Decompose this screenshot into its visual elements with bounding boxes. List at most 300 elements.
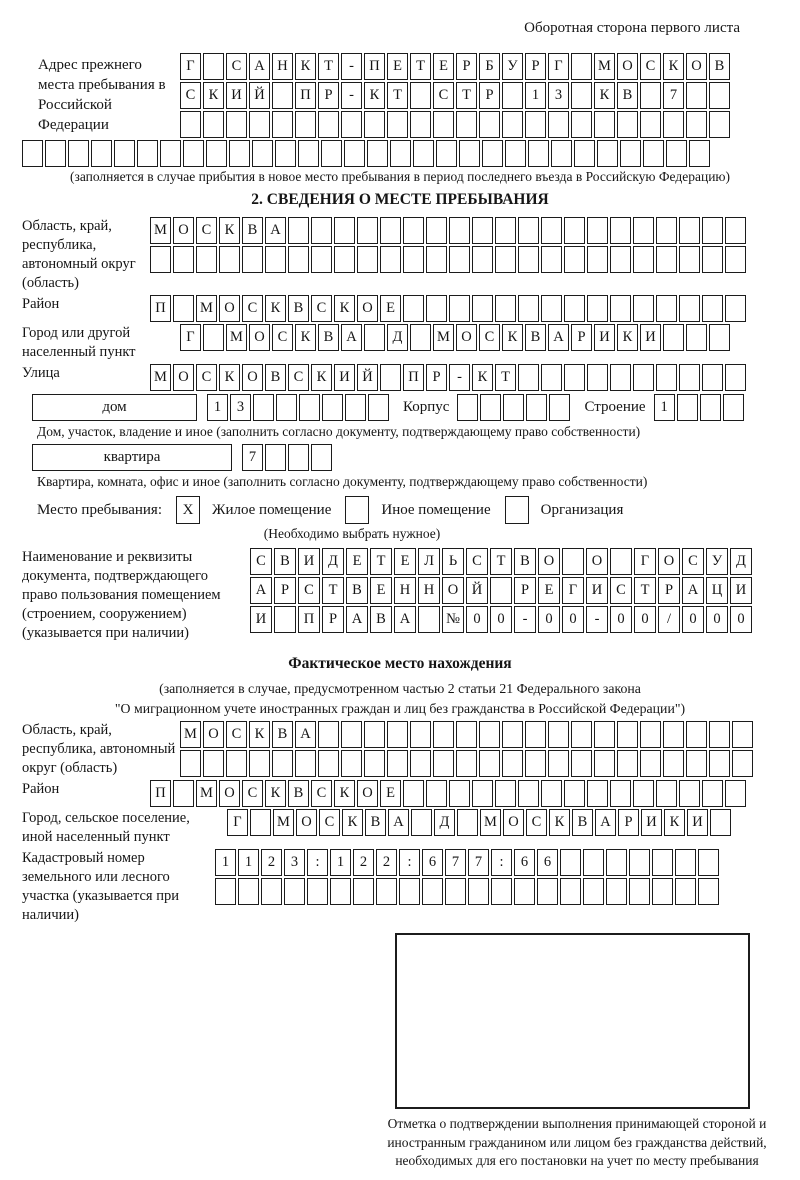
char-cell[interactable]: 6	[422, 849, 443, 876]
char-cell[interactable]	[472, 780, 493, 807]
char-cell[interactable]	[686, 324, 707, 351]
char-cell[interactable]	[433, 111, 454, 138]
char-cell[interactable]: Т	[410, 53, 431, 80]
char-cell[interactable]: М	[226, 324, 247, 351]
char-cell[interactable]	[709, 111, 730, 138]
char-cell[interactable]	[364, 750, 385, 777]
char-cell[interactable]	[725, 780, 746, 807]
char-cell[interactable]	[344, 140, 365, 167]
char-cell[interactable]: Е	[346, 548, 368, 575]
char-cell[interactable]	[640, 111, 661, 138]
char-cell[interactable]: 0	[490, 606, 512, 633]
char-cell[interactable]	[640, 750, 661, 777]
char-cell[interactable]	[449, 295, 470, 322]
char-cell[interactable]: К	[594, 82, 615, 109]
char-cell[interactable]	[548, 111, 569, 138]
char-cell[interactable]: 0	[610, 606, 632, 633]
char-cell[interactable]	[206, 140, 227, 167]
char-cell[interactable]	[679, 780, 700, 807]
char-cell[interactable]	[541, 780, 562, 807]
char-cell[interactable]	[587, 217, 608, 244]
char-cell[interactable]	[250, 809, 271, 836]
char-cell[interactable]	[380, 246, 401, 273]
char-cell[interactable]	[364, 721, 385, 748]
char-cell[interactable]: Д	[387, 324, 408, 351]
char-cell[interactable]: С	[226, 721, 247, 748]
char-cell[interactable]: В	[370, 606, 392, 633]
char-cell[interactable]	[449, 217, 470, 244]
char-cell[interactable]: О	[586, 548, 608, 575]
char-cell[interactable]: С	[180, 82, 201, 109]
char-cell[interactable]: Е	[380, 295, 401, 322]
char-cell[interactable]	[387, 721, 408, 748]
char-cell[interactable]: 6	[514, 849, 535, 876]
char-cell[interactable]	[215, 878, 236, 905]
char-cell[interactable]: К	[617, 324, 638, 351]
char-cell[interactable]	[183, 140, 204, 167]
char-cell[interactable]	[433, 750, 454, 777]
char-cell[interactable]: 0	[706, 606, 728, 633]
char-cell[interactable]: М	[594, 53, 615, 80]
char-cell[interactable]	[610, 364, 631, 391]
char-cell[interactable]	[549, 394, 570, 421]
char-cell[interactable]: В	[617, 82, 638, 109]
char-cell[interactable]: Ь	[442, 548, 464, 575]
char-cell[interactable]: М	[150, 217, 171, 244]
char-cell[interactable]	[311, 444, 332, 471]
char-cell[interactable]: К	[342, 809, 363, 836]
char-cell[interactable]: К	[295, 324, 316, 351]
char-cell[interactable]	[610, 295, 631, 322]
char-cell[interactable]: А	[595, 809, 616, 836]
char-cell[interactable]	[387, 750, 408, 777]
char-cell[interactable]: -	[449, 364, 470, 391]
char-cell[interactable]	[610, 548, 632, 575]
char-cell[interactable]: 1	[215, 849, 236, 876]
char-cell[interactable]	[679, 295, 700, 322]
char-cell[interactable]	[272, 82, 293, 109]
char-cell[interactable]	[571, 111, 592, 138]
char-cell[interactable]: Е	[394, 548, 416, 575]
char-cell[interactable]: В	[288, 780, 309, 807]
char-cell[interactable]	[307, 878, 328, 905]
char-cell[interactable]: -	[341, 82, 362, 109]
char-cell[interactable]: В	[265, 364, 286, 391]
char-cell[interactable]: К	[203, 82, 224, 109]
char-cell[interactable]	[490, 577, 512, 604]
char-cell[interactable]: А	[388, 809, 409, 836]
char-cell[interactable]: П	[298, 606, 320, 633]
char-cell[interactable]: Р	[318, 82, 339, 109]
char-cell[interactable]: Д	[434, 809, 455, 836]
char-cell[interactable]	[679, 364, 700, 391]
char-cell[interactable]	[322, 394, 343, 421]
char-cell[interactable]	[518, 217, 539, 244]
char-cell[interactable]	[562, 548, 584, 575]
char-cell[interactable]	[663, 721, 684, 748]
char-cell[interactable]	[436, 140, 457, 167]
char-cell[interactable]: О	[357, 780, 378, 807]
char-cell[interactable]	[617, 111, 638, 138]
char-cell[interactable]: В	[274, 548, 296, 575]
char-cell[interactable]	[689, 140, 710, 167]
char-cell[interactable]: И	[687, 809, 708, 836]
char-cell[interactable]: Й	[466, 577, 488, 604]
char-cell[interactable]	[288, 246, 309, 273]
char-cell[interactable]	[173, 780, 194, 807]
char-cell[interactable]	[502, 721, 523, 748]
char-cell[interactable]	[526, 394, 547, 421]
char-cell[interactable]: Р	[571, 324, 592, 351]
char-cell[interactable]	[677, 394, 698, 421]
char-cell[interactable]	[732, 721, 753, 748]
char-cell[interactable]	[723, 394, 744, 421]
char-cell[interactable]	[525, 721, 546, 748]
char-cell[interactable]: В	[514, 548, 536, 575]
char-cell[interactable]	[403, 217, 424, 244]
char-cell[interactable]	[410, 111, 431, 138]
char-cell[interactable]	[411, 809, 432, 836]
char-cell[interactable]: Й	[357, 364, 378, 391]
char-cell[interactable]: К	[265, 295, 286, 322]
char-cell[interactable]	[137, 140, 158, 167]
char-cell[interactable]: С	[319, 809, 340, 836]
organization-checkbox[interactable]	[505, 496, 529, 524]
char-cell[interactable]	[410, 721, 431, 748]
char-cell[interactable]: 1	[238, 849, 259, 876]
char-cell[interactable]	[457, 394, 478, 421]
char-cell[interactable]: Р	[658, 577, 680, 604]
char-cell[interactable]: П	[150, 780, 171, 807]
char-cell[interactable]: В	[365, 809, 386, 836]
char-cell[interactable]: М	[196, 295, 217, 322]
other-premises-checkbox[interactable]	[345, 496, 369, 524]
char-cell[interactable]	[732, 750, 753, 777]
char-cell[interactable]	[606, 849, 627, 876]
char-cell[interactable]: О	[617, 53, 638, 80]
char-cell[interactable]	[318, 750, 339, 777]
char-cell[interactable]	[368, 394, 389, 421]
char-cell[interactable]	[253, 394, 274, 421]
char-cell[interactable]: И	[298, 548, 320, 575]
char-cell[interactable]	[249, 111, 270, 138]
char-cell[interactable]	[560, 849, 581, 876]
char-cell[interactable]: И	[226, 82, 247, 109]
char-cell[interactable]	[299, 394, 320, 421]
char-cell[interactable]	[594, 750, 615, 777]
char-cell[interactable]	[610, 780, 631, 807]
char-cell[interactable]	[456, 721, 477, 748]
char-cell[interactable]	[610, 246, 631, 273]
char-cell[interactable]	[479, 721, 500, 748]
char-cell[interactable]: У	[706, 548, 728, 575]
char-cell[interactable]: Ц	[706, 577, 728, 604]
char-cell[interactable]	[311, 217, 332, 244]
char-cell[interactable]	[449, 246, 470, 273]
char-cell[interactable]: О	[173, 364, 194, 391]
char-cell[interactable]: С	[196, 364, 217, 391]
char-cell[interactable]	[571, 53, 592, 80]
char-cell[interactable]	[242, 246, 263, 273]
char-cell[interactable]: Р	[426, 364, 447, 391]
char-cell[interactable]	[295, 111, 316, 138]
char-cell[interactable]	[272, 750, 293, 777]
char-cell[interactable]: А	[295, 721, 316, 748]
char-cell[interactable]	[518, 364, 539, 391]
char-cell[interactable]	[410, 750, 431, 777]
char-cell[interactable]: Р	[618, 809, 639, 836]
char-cell[interactable]	[472, 217, 493, 244]
char-cell[interactable]	[518, 246, 539, 273]
char-cell[interactable]	[574, 140, 595, 167]
char-cell[interactable]	[456, 750, 477, 777]
char-cell[interactable]: А	[341, 324, 362, 351]
char-cell[interactable]	[606, 878, 627, 905]
char-cell[interactable]: О	[357, 295, 378, 322]
char-cell[interactable]	[571, 82, 592, 109]
house-type-box[interactable]: дом	[32, 394, 197, 421]
char-cell[interactable]	[311, 246, 332, 273]
char-cell[interactable]: -	[586, 606, 608, 633]
char-cell[interactable]: К	[311, 364, 332, 391]
char-cell[interactable]	[725, 246, 746, 273]
char-cell[interactable]: 0	[634, 606, 656, 633]
char-cell[interactable]: Г	[227, 809, 248, 836]
char-cell[interactable]: А	[265, 217, 286, 244]
char-cell[interactable]	[686, 111, 707, 138]
char-cell[interactable]	[587, 780, 608, 807]
char-cell[interactable]	[652, 878, 673, 905]
char-cell[interactable]: 0	[682, 606, 704, 633]
char-cell[interactable]: Г	[562, 577, 584, 604]
char-cell[interactable]: М	[180, 721, 201, 748]
char-cell[interactable]: 3	[230, 394, 251, 421]
char-cell[interactable]	[495, 217, 516, 244]
char-cell[interactable]	[617, 721, 638, 748]
char-cell[interactable]	[633, 217, 654, 244]
char-cell[interactable]: О	[503, 809, 524, 836]
char-cell[interactable]	[663, 324, 684, 351]
char-cell[interactable]: К	[219, 217, 240, 244]
char-cell[interactable]: 7	[468, 849, 489, 876]
char-cell[interactable]	[652, 849, 673, 876]
char-cell[interactable]: 0	[538, 606, 560, 633]
char-cell[interactable]: В	[709, 53, 730, 80]
char-cell[interactable]	[387, 111, 408, 138]
char-cell[interactable]	[518, 780, 539, 807]
char-cell[interactable]	[288, 444, 309, 471]
char-cell[interactable]: 3	[284, 849, 305, 876]
char-cell[interactable]: М	[150, 364, 171, 391]
char-cell[interactable]	[525, 750, 546, 777]
char-cell[interactable]: И	[586, 577, 608, 604]
char-cell[interactable]: Н	[272, 53, 293, 80]
char-cell[interactable]	[518, 295, 539, 322]
char-cell[interactable]	[295, 750, 316, 777]
char-cell[interactable]	[548, 750, 569, 777]
char-cell[interactable]	[449, 780, 470, 807]
char-cell[interactable]	[597, 140, 618, 167]
char-cell[interactable]: О	[538, 548, 560, 575]
char-cell[interactable]: И	[730, 577, 752, 604]
char-cell[interactable]	[457, 809, 478, 836]
char-cell[interactable]	[564, 295, 585, 322]
char-cell[interactable]	[265, 246, 286, 273]
char-cell[interactable]: Т	[387, 82, 408, 109]
char-cell[interactable]: С	[610, 577, 632, 604]
char-cell[interactable]	[702, 295, 723, 322]
char-cell[interactable]	[686, 82, 707, 109]
char-cell[interactable]	[564, 780, 585, 807]
char-cell[interactable]: О	[219, 295, 240, 322]
char-cell[interactable]: С	[479, 324, 500, 351]
char-cell[interactable]: В	[525, 324, 546, 351]
char-cell[interactable]: 3	[548, 82, 569, 109]
char-cell[interactable]: А	[250, 577, 272, 604]
char-cell[interactable]: О	[249, 324, 270, 351]
char-cell[interactable]: 2	[261, 849, 282, 876]
char-cell[interactable]	[226, 750, 247, 777]
char-cell[interactable]: Т	[495, 364, 516, 391]
char-cell[interactable]: С	[311, 780, 332, 807]
char-cell[interactable]	[203, 324, 224, 351]
char-cell[interactable]: А	[548, 324, 569, 351]
char-cell[interactable]	[330, 878, 351, 905]
char-cell[interactable]: -	[514, 606, 536, 633]
char-cell[interactable]: К	[364, 82, 385, 109]
char-cell[interactable]: В	[572, 809, 593, 836]
char-cell[interactable]: К	[664, 809, 685, 836]
char-cell[interactable]	[219, 246, 240, 273]
char-cell[interactable]: К	[219, 364, 240, 391]
char-cell[interactable]	[180, 111, 201, 138]
char-cell[interactable]: Н	[394, 577, 416, 604]
char-cell[interactable]	[288, 217, 309, 244]
char-cell[interactable]: /	[658, 606, 680, 633]
char-cell[interactable]	[410, 324, 431, 351]
char-cell[interactable]: Е	[387, 53, 408, 80]
char-cell[interactable]	[702, 217, 723, 244]
char-cell[interactable]: Е	[380, 780, 401, 807]
char-cell[interactable]	[587, 364, 608, 391]
char-cell[interactable]	[390, 140, 411, 167]
char-cell[interactable]: П	[364, 53, 385, 80]
char-cell[interactable]: А	[346, 606, 368, 633]
char-cell[interactable]	[495, 246, 516, 273]
char-cell[interactable]: 1	[330, 849, 351, 876]
char-cell[interactable]: С	[272, 324, 293, 351]
char-cell[interactable]: О	[173, 217, 194, 244]
char-cell[interactable]: С	[298, 577, 320, 604]
char-cell[interactable]	[480, 394, 501, 421]
char-cell[interactable]	[433, 721, 454, 748]
char-cell[interactable]: С	[433, 82, 454, 109]
char-cell[interactable]	[426, 295, 447, 322]
char-cell[interactable]	[456, 111, 477, 138]
char-cell[interactable]	[459, 140, 480, 167]
char-cell[interactable]	[698, 878, 719, 905]
char-cell[interactable]: О	[296, 809, 317, 836]
char-cell[interactable]: 7	[445, 849, 466, 876]
char-cell[interactable]	[341, 721, 362, 748]
char-cell[interactable]	[353, 878, 374, 905]
char-cell[interactable]	[633, 246, 654, 273]
char-cell[interactable]	[702, 246, 723, 273]
char-cell[interactable]: С	[526, 809, 547, 836]
char-cell[interactable]	[564, 364, 585, 391]
char-cell[interactable]	[418, 606, 440, 633]
char-cell[interactable]	[710, 809, 731, 836]
char-cell[interactable]	[445, 878, 466, 905]
char-cell[interactable]	[114, 140, 135, 167]
char-cell[interactable]	[702, 780, 723, 807]
char-cell[interactable]	[700, 394, 721, 421]
char-cell[interactable]	[663, 111, 684, 138]
char-cell[interactable]	[629, 878, 650, 905]
char-cell[interactable]	[528, 140, 549, 167]
char-cell[interactable]: К	[549, 809, 570, 836]
char-cell[interactable]	[541, 217, 562, 244]
char-cell[interactable]	[679, 246, 700, 273]
char-cell[interactable]	[341, 750, 362, 777]
char-cell[interactable]: Е	[370, 577, 392, 604]
char-cell[interactable]	[91, 140, 112, 167]
char-cell[interactable]: Л	[418, 548, 440, 575]
char-cell[interactable]: А	[249, 53, 270, 80]
char-cell[interactable]	[249, 750, 270, 777]
char-cell[interactable]: Т	[370, 548, 392, 575]
char-cell[interactable]	[321, 140, 342, 167]
char-cell[interactable]	[610, 217, 631, 244]
char-cell[interactable]: Г	[180, 53, 201, 80]
char-cell[interactable]	[709, 324, 730, 351]
char-cell[interactable]: К	[502, 324, 523, 351]
char-cell[interactable]	[725, 364, 746, 391]
char-cell[interactable]: М	[480, 809, 501, 836]
char-cell[interactable]: А	[682, 577, 704, 604]
char-cell[interactable]: -	[341, 53, 362, 80]
char-cell[interactable]	[274, 606, 296, 633]
char-cell[interactable]	[560, 878, 581, 905]
char-cell[interactable]	[495, 780, 516, 807]
char-cell[interactable]: 7	[663, 82, 684, 109]
char-cell[interactable]: Й	[249, 82, 270, 109]
char-cell[interactable]	[272, 111, 293, 138]
char-cell[interactable]: С	[466, 548, 488, 575]
char-cell[interactable]: 1	[654, 394, 675, 421]
char-cell[interactable]	[22, 140, 43, 167]
char-cell[interactable]: 0	[466, 606, 488, 633]
char-cell[interactable]	[617, 750, 638, 777]
char-cell[interactable]	[686, 721, 707, 748]
char-cell[interactable]	[633, 780, 654, 807]
char-cell[interactable]	[502, 111, 523, 138]
char-cell[interactable]	[620, 140, 641, 167]
char-cell[interactable]: А	[394, 606, 416, 633]
char-cell[interactable]: В	[272, 721, 293, 748]
char-cell[interactable]: К	[295, 53, 316, 80]
char-cell[interactable]: К	[472, 364, 493, 391]
char-cell[interactable]	[426, 780, 447, 807]
char-cell[interactable]	[502, 82, 523, 109]
char-cell[interactable]: Р	[514, 577, 536, 604]
char-cell[interactable]	[633, 364, 654, 391]
char-cell[interactable]: :	[399, 849, 420, 876]
char-cell[interactable]: Т	[456, 82, 477, 109]
char-cell[interactable]: Р	[479, 82, 500, 109]
char-cell[interactable]	[345, 394, 366, 421]
char-cell[interactable]: К	[334, 780, 355, 807]
